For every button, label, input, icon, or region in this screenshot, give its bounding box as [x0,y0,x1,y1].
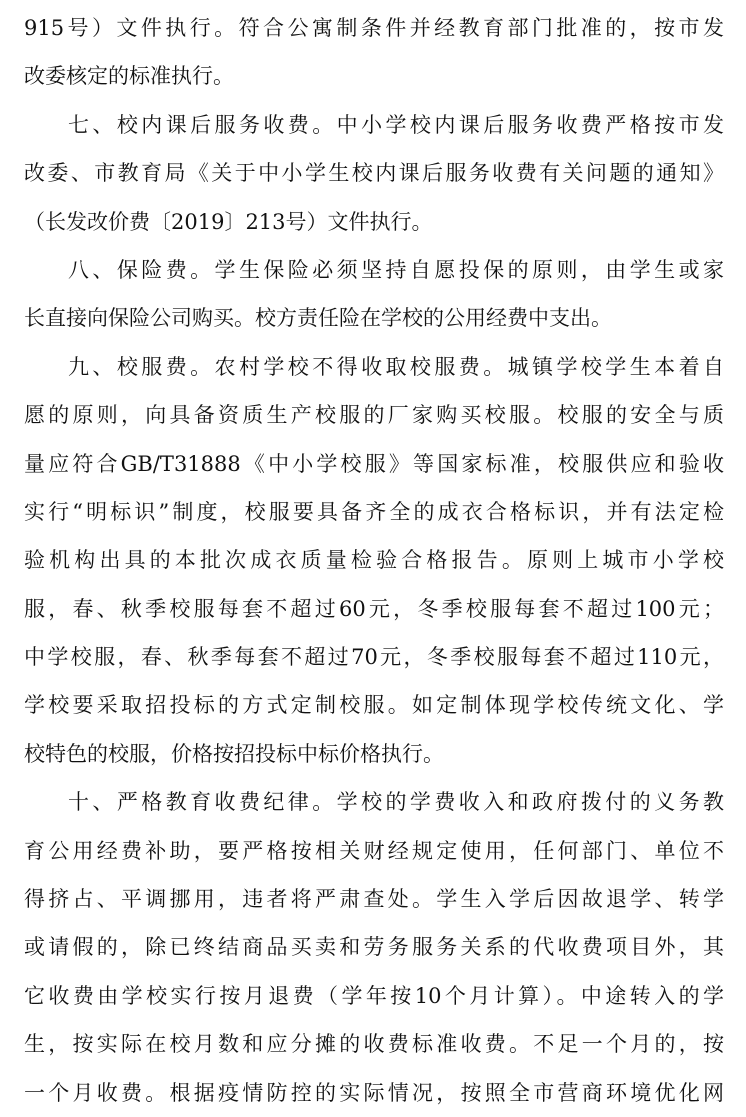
text-line: 它收费由学校实行按月退费（学年按10个月计算）。中途转入的学 [24,983,724,1008]
text-line: 生，按实际在校月数和应分摊的收费标准收费。不足一个月的，按 [24,1032,724,1057]
text-line: 得挤占、平调挪用，违者将严肃查处。学生入学后因故退学、转学 [24,887,724,912]
document-body [24,4,724,1117]
paragraph-start-line: 九、校服费。农村学校不得收取校服费。城镇学校学生本着自 [68,354,724,379]
text-line: 或请假的，除已终结商品买卖和劳务服务关系的代收费项目外，其 [24,935,724,960]
paragraph-start-line: 七、校内课后服务收费。中小学校内课后服务收费严格按市发 [68,112,724,137]
text-line: 一个月收费。根据疫情防控的实际情况，按照全市营商环境优化网 [24,1080,724,1105]
text-line: 长直接向保险公司购买。校方责任险在学校的公用经费中支出。 [24,306,612,331]
text-line: 验机构出具的本批次成衣质量检验合格报告。原则上城市小学校 [24,548,724,573]
text-line: 中学校服，春、秋季每套不超过70元，冬季校服每套不超过110元， [24,645,724,670]
text-line: 改委、市教育局《关于中小学生校内课后服务收费有关问题的通知》 [24,161,724,186]
text-line: 实行“明标识”制度，校服要具备齐全的成衣合格标识，并有法定检 [24,499,724,524]
text-line: 学校要采取招投标的方式定制校服。如定制体现学校传统文化、学 [24,693,724,718]
paragraph-start-line: 十、严格教育收费纪律。学校的学费收入和政府拨付的义务教 [68,790,724,815]
text-line: 915号）文件执行。符合公寓制条件并经教育部门批准的，按市发 [24,16,724,40]
text-line: 改委核定的标准执行。 [24,64,234,89]
text-line: （长发改价费〔2019〕213号）文件执行。 [24,209,433,234]
text-line: 育公用经费补助，要严格按相关财经规定使用，任何部门、单位不 [24,838,724,863]
text-line: 量应符合GB/T31888《中小学校服》等国家标准，校服供应和验收 [24,451,724,476]
paragraph-start-line: 八、保险费。学生保险必须坚持自愿投保的原则，由学生或家 [68,257,724,282]
text-line: 服，春、秋季校服每套不超过60元，冬季校服每套不超过100元； [24,596,724,621]
text-line: 愿的原则，向具备资质生产校服的厂家购买校服。校服的安全与质 [24,403,724,428]
text-line: 校特色的校服，价格按招投标中标价格执行。 [24,741,444,766]
